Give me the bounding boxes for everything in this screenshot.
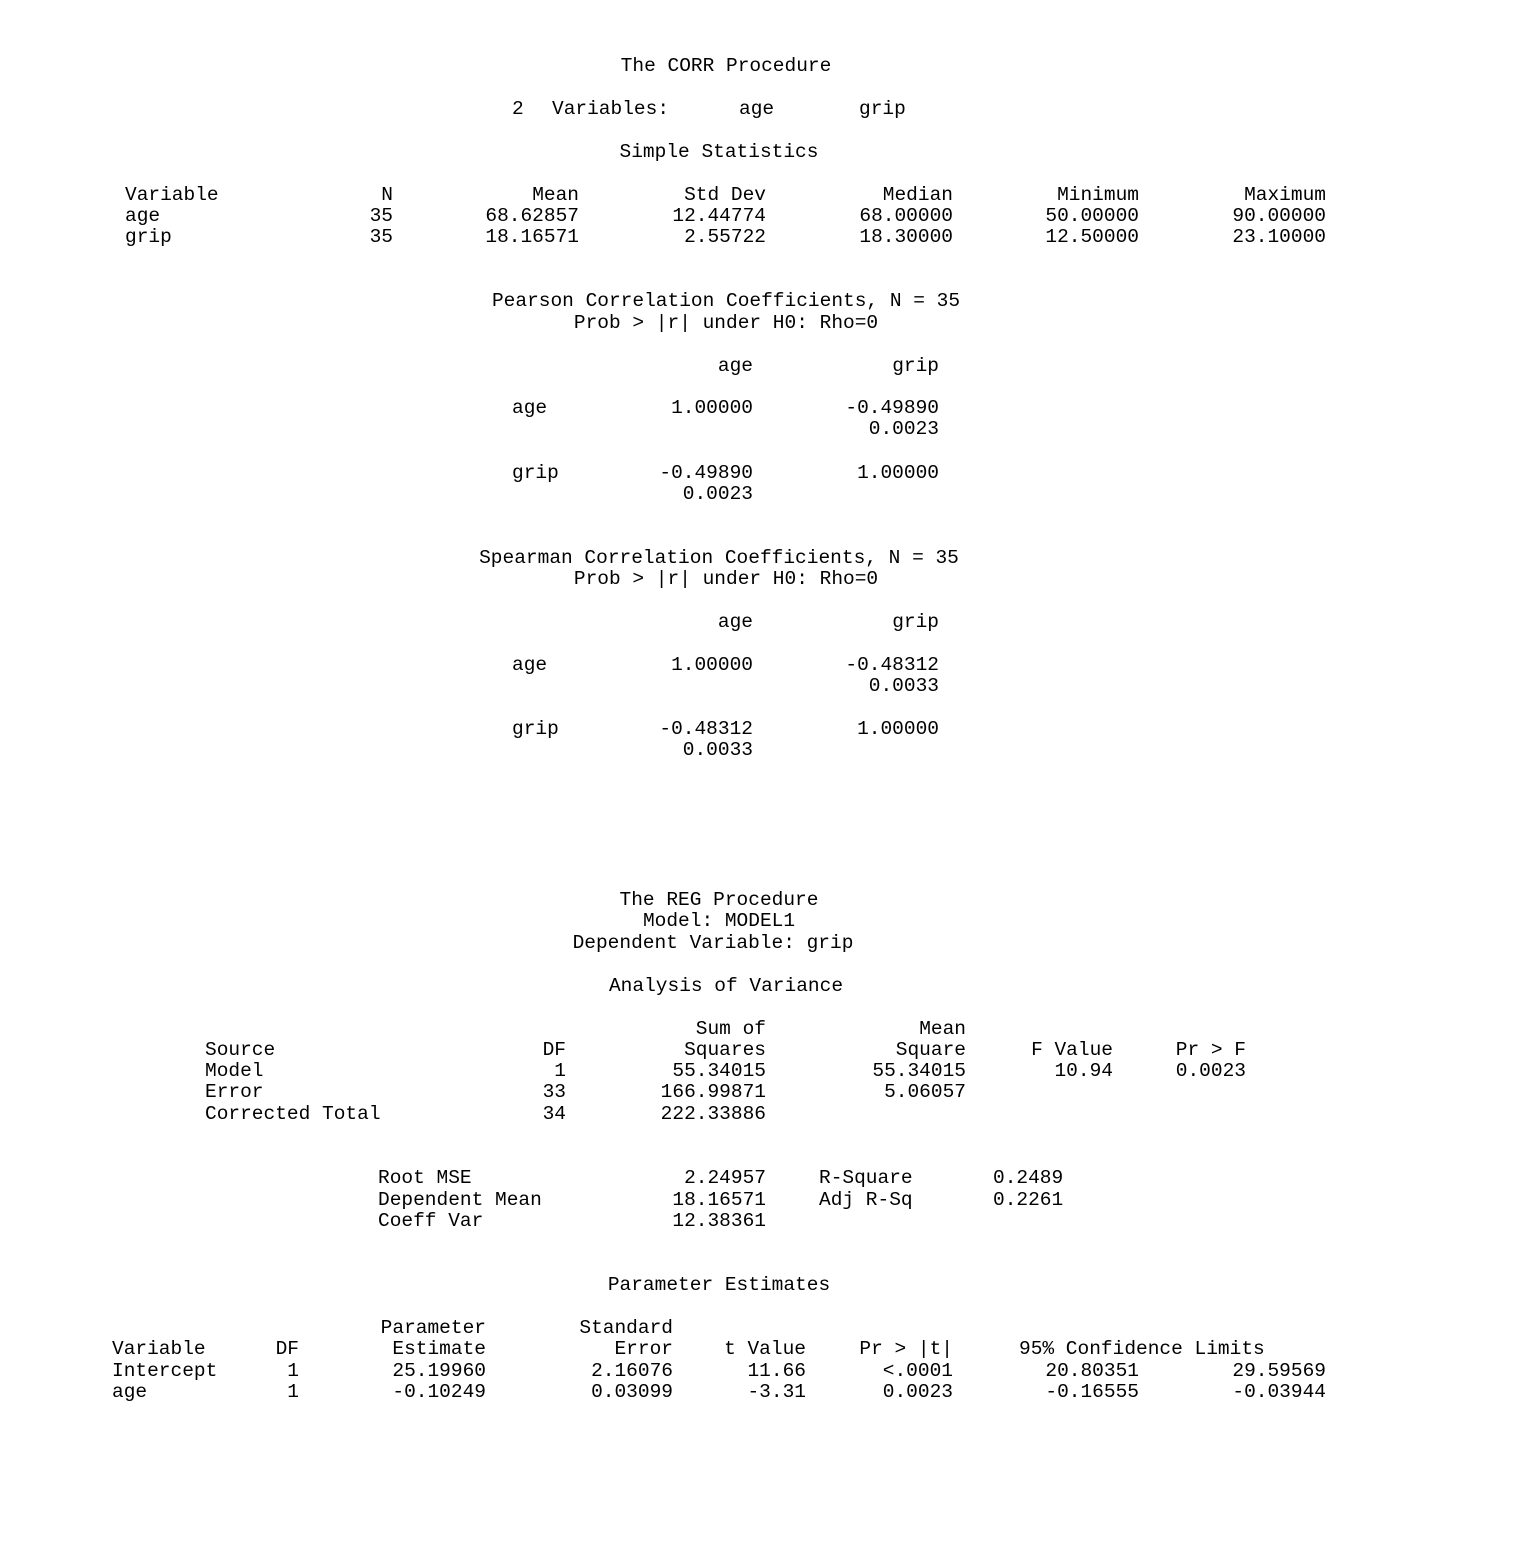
pearson-coef: -0.49890 [659,462,753,484]
stats-cell: 18.30000 [859,226,953,248]
stats-header-variable: Variable [125,184,219,206]
stats-cell: 90.00000 [1232,205,1326,227]
reg-model: Model: MODEL1 [642,910,796,932]
anova-cell: 0.0023 [1175,1060,1246,1082]
fit-label: Adj R-Sq [819,1189,913,1211]
anova-cell: 5.06057 [884,1081,966,1103]
spearman-pvalue: 0.0033 [682,739,753,761]
anova-cell: 166.99871 [660,1081,766,1103]
vars-count: 2 [512,98,524,120]
corr-title: The CORR Procedure [620,55,832,77]
stats-cell: 68.62857 [485,205,579,227]
param-cell: 1 [287,1381,299,1403]
param-header-estimate: Estimate [392,1338,486,1360]
anova-cell: 222.33886 [660,1103,766,1125]
anova-cell: 33 [542,1081,566,1103]
param-cell: 11.66 [747,1360,806,1382]
anova-cell: 55.34015 [672,1060,766,1082]
fit-value: 0.2489 [993,1167,1064,1189]
anova-cell: 34 [542,1103,566,1125]
param-header-variable: Variable [112,1338,206,1360]
spearman-row-label: grip [512,718,559,740]
anova-cell: Corrected Total [205,1103,381,1125]
spearman-pvalue: 0.0033 [868,675,939,697]
stats-header-maximum: Maximum [1244,184,1326,206]
var-name-age: age [739,98,775,120]
param-cell: -0.10249 [392,1381,486,1403]
reg-dependent: Dependent Variable: grip [572,932,854,954]
anova-header-mean-top: Mean [919,1018,966,1040]
spearman-coef: 1.00000 [671,654,753,676]
stats-cell: 12.50000 [1045,226,1139,248]
anova-header-squares: Squares [684,1039,766,1061]
spearman-coef: 1.00000 [857,718,939,740]
fit-label: Coeff Var [378,1210,484,1232]
param-cell: 20.80351 [1045,1360,1139,1382]
fit-label: Dependent Mean [378,1189,542,1211]
param-title: Parameter Estimates [607,1274,831,1296]
stats-header-median: Median [882,184,953,206]
stats-header-mean: Mean [532,184,579,206]
param-header-error: Error [614,1338,673,1360]
stats-header-minimum: Minimum [1057,184,1139,206]
param-cell: -0.16555 [1045,1381,1139,1403]
anova-cell: Model [205,1060,264,1082]
param-header-cl: 95% Confidence Limits [1019,1338,1265,1360]
stats-header-stddev: Std Dev [684,184,766,206]
stats-cell: 12.44774 [672,205,766,227]
pearson-pvalue: 0.0023 [682,483,753,505]
spearman-title: Spearman Correlation Coefficients, N = 35 [479,547,959,569]
param-cell: 2.16076 [591,1360,673,1382]
pearson-coef: 1.00000 [857,462,939,484]
param-header-tvalue: t Value [724,1338,806,1360]
anova-header-df: DF [542,1039,566,1061]
anova-header-fvalue: F Value [1031,1039,1113,1061]
param-cell: 25.19960 [392,1360,486,1382]
fit-value: 2.24957 [684,1167,766,1189]
param-cell: age [112,1381,148,1403]
stats-cell: 50.00000 [1045,205,1139,227]
spearman-col-grip: grip [892,611,939,633]
pearson-pvalue: 0.0023 [868,418,939,440]
param-cell: <.0001 [882,1360,953,1382]
pearson-col-age: age [717,355,753,377]
pearson-row-label: grip [512,462,559,484]
param-header-prt: Pr > |t| [859,1338,953,1360]
param-cell: Intercept [112,1360,218,1382]
pearson-coef: 1.00000 [671,397,753,419]
spearman-col-age: age [717,611,753,633]
param-cell: 0.03099 [591,1381,673,1403]
fit-value: 0.2261 [993,1189,1064,1211]
fit-value: 12.38361 [672,1210,766,1232]
anova-cell: 10.94 [1054,1060,1113,1082]
stats-cell: 35 [369,226,393,248]
anova-cell: 55.34015 [872,1060,966,1082]
param-cell: 29.59569 [1232,1360,1326,1382]
anova-header-prf: Pr > F [1175,1039,1246,1061]
pearson-subtitle: Prob > |r| under H0: Rho=0 [573,312,879,334]
anova-header-sum-top: Sum of [695,1018,766,1040]
simple-stats-title: Simple Statistics [619,141,819,163]
stats-cell: 35 [369,205,393,227]
pearson-title: Pearson Correlation Coefficients, N = 35 [491,290,961,312]
param-header-df: DF [275,1338,299,1360]
param-cell: 1 [287,1360,299,1382]
fit-label: Root MSE [378,1167,472,1189]
fit-label: R-Square [819,1167,913,1189]
anova-header-source: Source [205,1039,276,1061]
spearman-row-label: age [512,654,548,676]
anova-title: Analysis of Variance [608,975,844,997]
anova-cell: 1 [554,1060,566,1082]
anova-cell: Error [205,1081,264,1103]
vars-label: Variables: [552,98,670,120]
param-header-estimate-top: Parameter [380,1317,486,1339]
pearson-coef: -0.49890 [845,397,939,419]
stats-cell: age [125,205,161,227]
spearman-coef: -0.48312 [659,718,753,740]
stats-cell: grip [125,226,172,248]
param-cell: 0.0023 [882,1381,953,1403]
pearson-row-label: age [512,397,548,419]
stats-cell: 68.00000 [859,205,953,227]
stats-cell: 23.10000 [1232,226,1326,248]
pearson-col-grip: grip [892,355,939,377]
reg-title: The REG Procedure [619,889,819,911]
fit-value: 18.16571 [672,1189,766,1211]
param-header-error-top: Standard [579,1317,673,1339]
var-name-grip: grip [859,98,906,120]
anova-header-square: Square [895,1039,966,1061]
spearman-coef: -0.48312 [845,654,939,676]
param-cell: -3.31 [747,1381,806,1403]
stats-cell: 2.55722 [684,226,766,248]
stats-header-n: N [381,184,393,206]
param-cell: -0.03944 [1232,1381,1326,1403]
stats-cell: 18.16571 [485,226,579,248]
spearman-subtitle: Prob > |r| under H0: Rho=0 [573,568,879,590]
